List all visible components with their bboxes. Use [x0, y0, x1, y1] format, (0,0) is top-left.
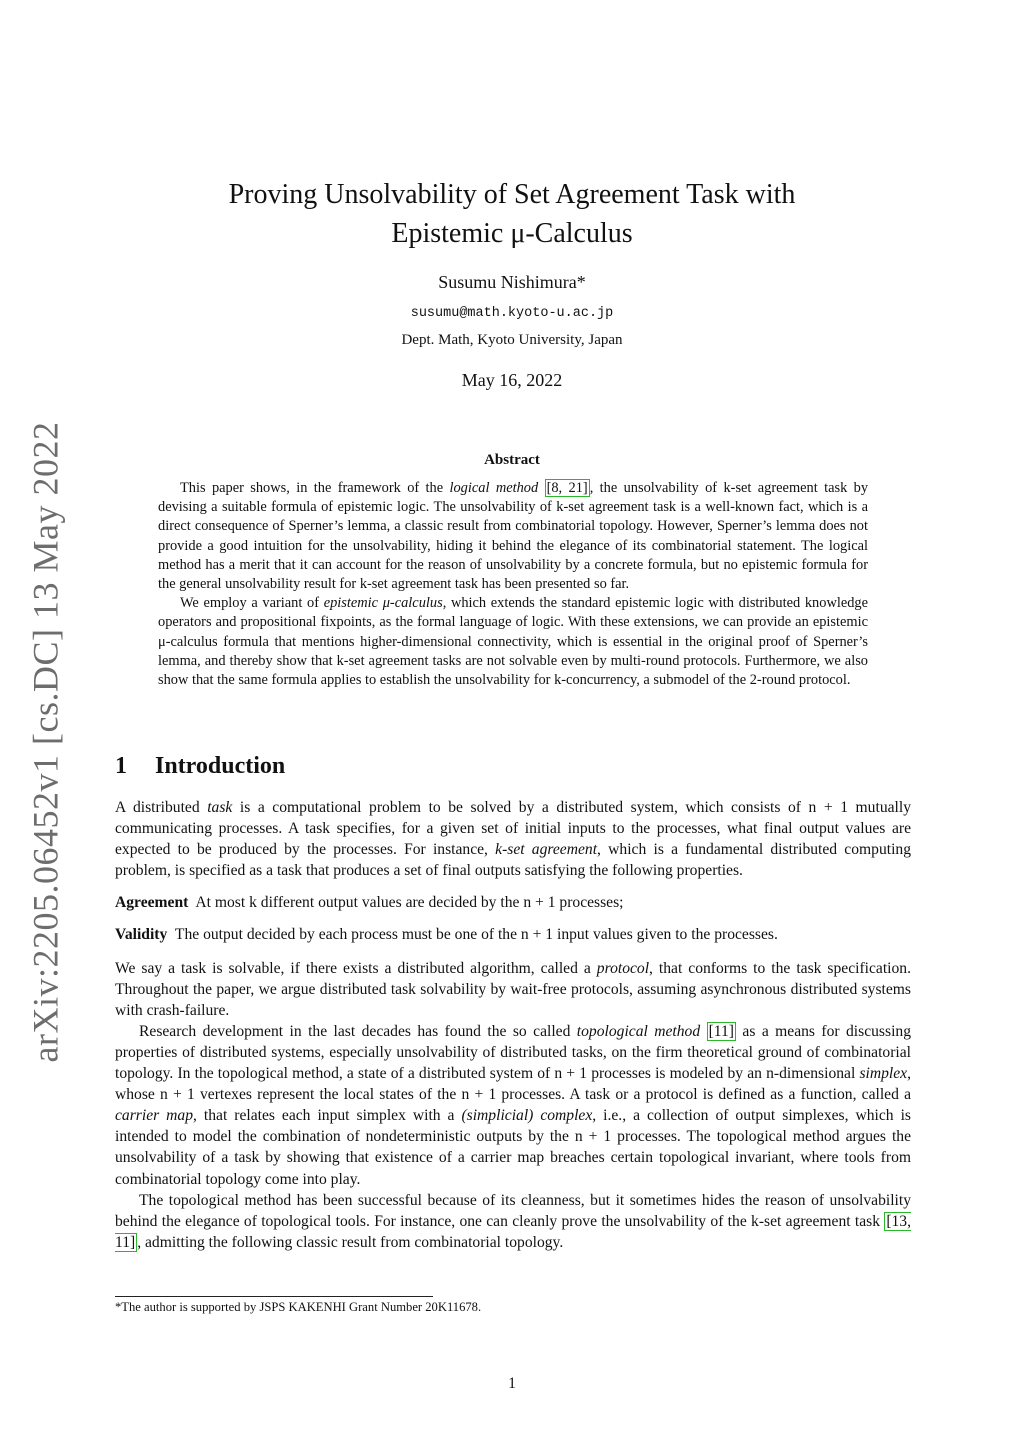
section-title: Introduction	[155, 753, 286, 779]
emphasis: epistemic μ-calculus	[323, 595, 443, 612]
emphasis: task	[207, 799, 233, 816]
abstract-heading: Abstract	[484, 452, 540, 468]
text: , that relates each input simplex with a	[193, 1107, 462, 1125]
paper-title	[0, 175, 1024, 253]
section-number: 1	[115, 753, 127, 779]
text: A distributed	[115, 799, 208, 816]
citation-link[interactable]: [11]	[708, 1022, 734, 1040]
title-line-2: Epistemic μ-Calculus	[391, 218, 633, 249]
text: This paper shows, in the framework of the	[180, 480, 450, 496]
text: We employ a variant of	[180, 595, 324, 612]
text: , which extends the standard epistemic logic with distributed knowledge operators and propositional fixpoints, as the formal language of logic. With these extensions, we can provide an epistemic μ-calculus formula that mentions higher-dimensional connectivity, which is essential in the original proof of Sperner’s lemma, and thereby show that k-set agreement tasks are not solvable even by multi-round protocols. Furthermore, we also show that the same formula applies to establish the unsolvability for k-concurrency, a submodel of the 2-round protocol.	[158, 595, 868, 689]
validity-label: Validity	[115, 926, 168, 944]
paper-date: May 16, 2022	[461, 370, 563, 390]
abstract-paragraph-2	[158, 594, 868, 690]
validity-property	[115, 924, 911, 945]
text: We say a task is solvable, if there exists a distributed algorithm, called a	[115, 959, 597, 977]
page-number: 1	[508, 1375, 516, 1392]
text: is a computational problem to be solved by a distributed system, which consists of n + 1 mutually communicating processes. A task specifies, for a given set of initial inputs to the processes, what final output values are expected to be produced by the processes. For instance,	[115, 799, 911, 859]
abstract	[158, 479, 868, 690]
text: The topological method has been successful because of its cleanness, but it sometimes hides the reason of unsolvability behind the elegance of topological tools. For instance, one can cleanly prove the unsolvability of the k-set agreement task	[115, 1191, 911, 1230]
author-affiliation: Dept. Math, Kyoto University, Japan	[401, 332, 623, 348]
validity-text: The output decided by each process must be one of the n + 1 input values given to the processes.	[174, 926, 778, 944]
emphasis: topological method	[576, 1022, 701, 1040]
emphasis: (simplicial) complex	[461, 1107, 593, 1125]
text: , i.e., a collection of output simplexes, which is intended to model the combination of nondeterministic outputs by the n + 1 processes. The topological method argues the unsolvability of a task by showing that existence of a carrier map breaches certain topological invariant, where tools from combinatorial topology come into play.	[115, 1107, 911, 1188]
abstract-paragraph-1	[158, 479, 868, 594]
text: , that conforms to the task specification. Throughout the paper, we argue distributed task solvability by wait-free protocols, assuming asynchronous distributed systems with crash-failure.	[115, 959, 911, 1019]
citation-link[interactable]: [8, 21]	[546, 480, 588, 496]
author-email[interactable]: susumu@math.kyoto-u.ac.jp	[410, 306, 614, 321]
text: , which is a fundamental distributed computing problem, is specified as a task that produces a set of final outputs satisfying the following properties.	[115, 841, 911, 880]
footnote-rule	[115, 1296, 433, 1297]
text: , admitting the following classic result from combinatorial topology.	[137, 1233, 564, 1251]
agreement-property	[115, 892, 911, 913]
agreement-label: Agreement	[115, 894, 189, 912]
author-name: Susumu Nishimura*	[438, 272, 586, 292]
text	[538, 480, 544, 496]
intro-paragraph-3	[115, 1021, 911, 1190]
intro-paragraph-4	[115, 1190, 911, 1253]
footnote: *The author is supported by JSPS KAKENHI Grant Number 20K11678.	[115, 1300, 482, 1314]
intro-paragraph-2	[115, 958, 911, 1021]
emphasis: protocol	[596, 959, 650, 977]
emphasis: carrier map	[115, 1107, 194, 1125]
section-heading	[115, 753, 285, 780]
text: , the unsolvability of k-set agreement task by devising a suitable formula of epistemic logic. The unsolvability of k-set agreement task is a well-known fact, which is a direct consequence of Sperner’s lemma, a classic result from combinatorial topology. However, Sperner’s lemma does not provide a good intuition for the unsolvability, hiding it behind the elegance of its combinatorial statement. The logical method has a merit that it can account for the reason of unsolvability by a concrete formula, but no epistemic formula for the general unsolvability result for k-set agreement task has been presented so far.	[158, 480, 869, 593]
text: , whose n + 1 vertexes represent the local states of the n + 1 processes. A task or a protocol is defined as a function, called a	[115, 1065, 911, 1104]
arxiv-id: arXiv:2205.06452v1 [cs.DC] 13 May 2022	[25, 421, 65, 1063]
text	[700, 1023, 706, 1040]
title-line-1: Proving Unsolvability of Set Agreement Task with	[228, 179, 796, 210]
emphasis: logical method	[449, 480, 539, 496]
text: Research development in the last decades has found the so called	[139, 1022, 577, 1040]
emphasis: k-set agreement	[495, 841, 598, 859]
citation-link[interactable]: [13, 11]	[115, 1212, 911, 1251]
text: as a means for discussing properties of distributed systems, especially unsolvability of distributed tasks, on the firm theoretical ground of combinatorial topology. In the topological method, a state of a distributed system of n + 1 processes is modeled by an n-dimensional	[115, 1022, 911, 1083]
arxiv-sidebar	[20, 421, 70, 1063]
intro-paragraph-1	[115, 797, 911, 881]
emphasis: simplex	[859, 1065, 908, 1083]
body-text	[115, 797, 911, 1253]
agreement-text: At most k different output values are decided by the n + 1 processes;	[195, 894, 624, 912]
